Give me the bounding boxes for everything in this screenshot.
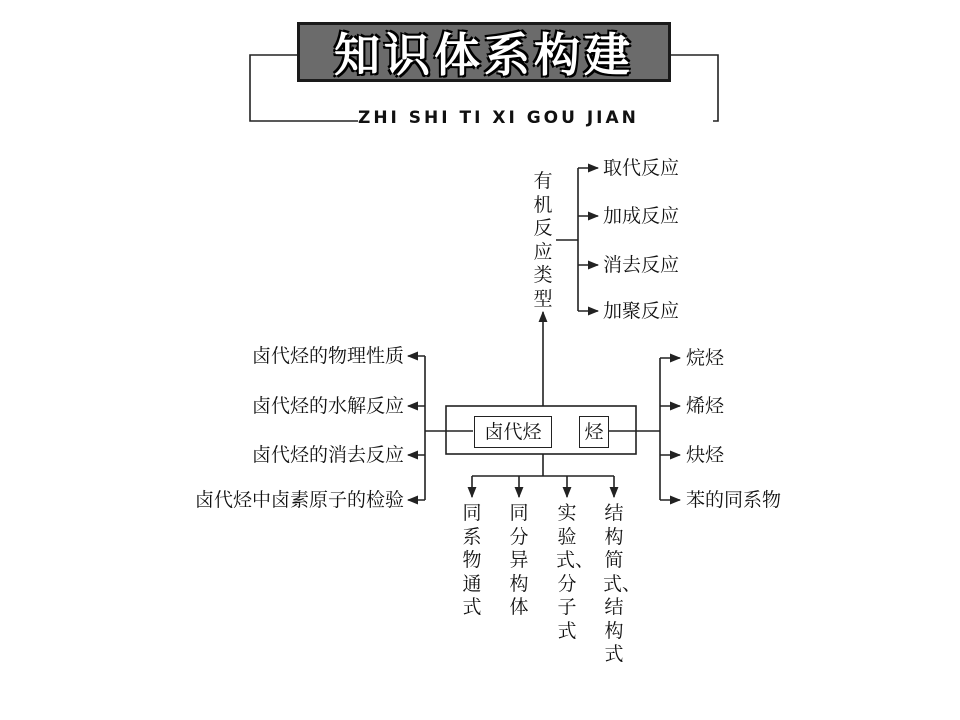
- bottom-item-general-formula: 同系物通式: [462, 502, 482, 618]
- left-item-physical-properties: 卤代烃的物理性质: [251, 345, 404, 367]
- right-item-alkane: 烷烃: [686, 347, 725, 369]
- header-pinyin: ZHI SHI TI XI GOU JIAN: [358, 106, 713, 130]
- reaction-item-substitution: 取代反应: [603, 157, 680, 179]
- bottom-item-empirical-molecular-formula: 实验式、分子式: [556, 502, 595, 642]
- right-item-alkene: 烯烃: [686, 395, 725, 417]
- page-title: 知识体系构建: [334, 28, 634, 82]
- left-item-halogen-test: 卤代烃中卤素原子的检验: [194, 489, 404, 511]
- header-title-box: [297, 22, 671, 82]
- left-item-hydrolysis: 卤代烃的水解反应: [251, 395, 404, 417]
- bottom-item-isomers: 同分异构体: [509, 502, 529, 618]
- reaction-item-elimination: 消去反应: [603, 254, 680, 276]
- reaction-types-label: 有机反应类型: [533, 170, 553, 310]
- reaction-item-addition-polymerization: 加聚反应: [603, 300, 680, 322]
- left-item-elimination: 卤代烃的消去反应: [251, 444, 404, 466]
- center-hydrocarbon-box: 烃: [579, 416, 609, 448]
- reaction-item-addition: 加成反应: [603, 205, 680, 227]
- center-haloalkane-box: 卤代烃: [474, 416, 552, 448]
- right-item-alkyne: 炔烃: [686, 444, 725, 466]
- bottom-item-structural-formula: 结构简式、结构式: [603, 502, 642, 665]
- right-item-benzene-homologs: 苯的同系物: [686, 489, 782, 511]
